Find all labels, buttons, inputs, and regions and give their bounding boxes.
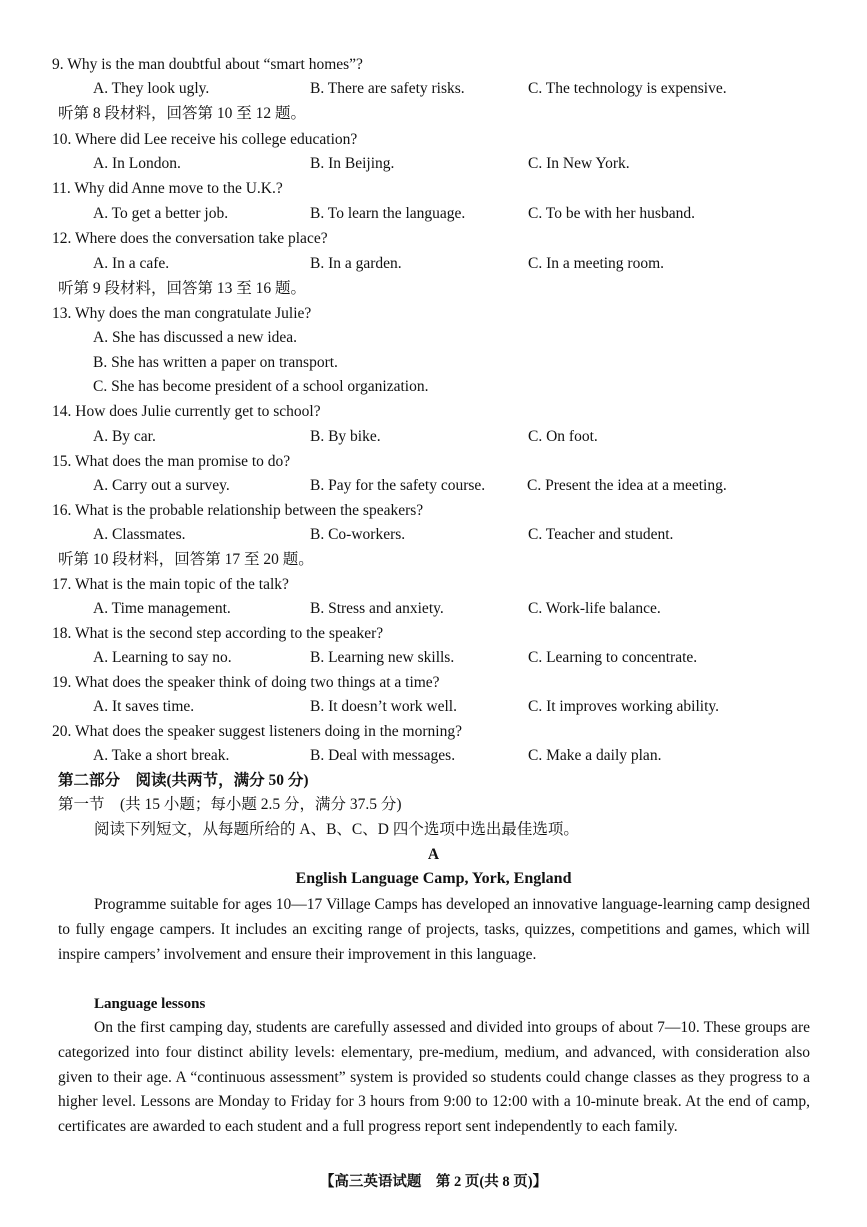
option-a: A. Time management. — [93, 600, 231, 617]
instruction-seg10 — [0, 548, 867, 572]
options-16 — [0, 523, 867, 547]
option-a: A. In a cafe. — [93, 255, 170, 272]
option-b: B. In Beijing. — [310, 155, 395, 172]
question-stem: 11. Why did Anne move to the U.K.? — [52, 180, 283, 197]
option-b: B. Deal with messages. — [310, 747, 456, 764]
lessons-subheading: Language lessons — [94, 996, 206, 1012]
question-stem: 19. What does the speaker think of doing two things at a time? — [52, 674, 440, 691]
option-a: A. Learning to say no. — [93, 649, 232, 666]
question-14 — [0, 400, 867, 424]
question-stem: 18. What is the second step according to the speaker? — [52, 625, 384, 642]
option-c: C. It improves working ability. — [528, 698, 720, 715]
passage-letter: A — [427, 846, 440, 863]
question-15 — [0, 450, 867, 474]
option-c: C. Teacher and student. — [528, 526, 674, 543]
options-13-b — [0, 351, 867, 375]
question-stem: 13. Why does the man congratulate Julie? — [52, 305, 312, 322]
option-b: B. There are safety risks. — [310, 80, 465, 97]
options-19 — [0, 695, 867, 719]
option-c: C. Learning to concentrate. — [528, 649, 698, 666]
intro-paragraph: Programme suitable for ages 10—17 Village Camps has developed an innovative language-learning camp designed to fully engage campers. It includes an exciting range of projects, tasks, quizzes, competitions and games, which will inspire campers’ involvement and ensure their improvement in this language. — [58, 896, 810, 963]
options-13-a — [0, 326, 867, 350]
question-13 — [0, 302, 867, 326]
option-b: B. It doesn’t work well. — [310, 698, 457, 715]
question-17 — [0, 573, 867, 597]
option-a: A. To get a better job. — [93, 205, 229, 222]
option-c: C. To be with her husband. — [528, 205, 695, 222]
option-b: B. Pay for the safety course. — [310, 477, 486, 494]
options-15 — [0, 474, 867, 498]
instruction-text: 听第 8 段材料，回答第 10 至 12 题。 — [58, 105, 307, 122]
question-12 — [0, 227, 867, 251]
option-a: A. It saves time. — [93, 698, 195, 715]
question-stem: 10. Where did Lee receive his college education? — [52, 131, 358, 148]
question-11 — [0, 177, 867, 201]
option-a: A. Take a short break. — [93, 747, 230, 764]
option-b: B. To learn the language. — [310, 205, 466, 222]
question-stem: 15. What does the man promise to do? — [52, 453, 291, 470]
options-14 — [0, 425, 867, 449]
question-9 — [0, 53, 867, 77]
option-a: A. By car. — [93, 428, 156, 445]
reading-directions: 阅读下列短文，从每题所给的 A、B、C、D 四个选项中选出最佳选项。 — [94, 821, 579, 838]
question-stem: 16. What is the probable relationship between the speakers? — [52, 502, 424, 519]
option-c: C. Present the idea at a meeting. — [527, 477, 727, 494]
section1-title: 第一节 (共 15 小题；每小题 2.5 分，满分 37.5 分) — [58, 796, 402, 813]
option-c: C. In a meeting room. — [528, 255, 665, 272]
instruction-seg8 — [0, 102, 867, 126]
options-18 — [0, 646, 867, 670]
option-c: C. Work-life balance. — [528, 600, 661, 617]
options-20 — [0, 744, 867, 768]
instruction-text: 听第 10 段材料，回答第 17 至 20 题。 — [58, 551, 314, 568]
question-20 — [0, 720, 867, 744]
options-10 — [0, 152, 867, 176]
option-a: A. They look ugly. — [93, 80, 210, 97]
options-9 — [0, 77, 867, 101]
option-c: C. She has become president of a school organization. — [93, 378, 429, 395]
section1-line — [0, 793, 867, 817]
question-16 — [0, 499, 867, 523]
part2-title: 第二部分 阅读(共两节，满分 50 分) — [58, 772, 309, 789]
instruction-seg9 — [0, 277, 867, 301]
options-13-c — [0, 375, 867, 399]
option-b: B. She has written a paper on transport. — [93, 354, 338, 371]
option-a: A. Carry out a survey. — [93, 477, 230, 494]
passage-lessons — [58, 1016, 810, 1140]
options-11 — [0, 202, 867, 226]
question-10 — [0, 128, 867, 152]
directions-line — [0, 818, 867, 842]
option-a: A. Classmates. — [93, 526, 186, 543]
option-a: A. She has discussed a new idea. — [93, 329, 298, 346]
question-stem: 12. Where does the conversation take place? — [52, 230, 328, 247]
option-b: B. By bike. — [310, 428, 381, 445]
option-c: C. Make a daily plan. — [528, 747, 662, 764]
instruction-text: 听第 9 段材料，回答第 13 至 16 题。 — [58, 280, 307, 297]
option-c: C. In New York. — [528, 155, 630, 172]
question-stem: 14. How does Julie currently get to school? — [52, 403, 321, 420]
option-a: A. In London. — [93, 155, 181, 172]
passage-title: English Language Camp, York, England — [295, 870, 572, 887]
question-stem: 20. What does the speaker suggest listeners doing in the morning? — [52, 723, 462, 740]
option-b: B. Stress and anxiety. — [310, 600, 444, 617]
option-b: B. In a garden. — [310, 255, 402, 272]
option-c: C. The technology is expensive. — [528, 80, 727, 97]
option-c: C. On foot. — [528, 428, 598, 445]
option-b: B. Co-workers. — [310, 526, 406, 543]
page-footer: 【高三英语试题 第 2 页(共 8 页)】 — [319, 1174, 548, 1190]
option-b: B. Learning new skills. — [310, 649, 455, 666]
passage-intro — [58, 893, 810, 967]
question-stem: 9. Why is the man doubtful about “smart homes”? — [52, 56, 363, 73]
question-stem: 17. What is the main topic of the talk? — [52, 576, 289, 593]
question-19 — [0, 671, 867, 695]
options-17 — [0, 597, 867, 621]
lessons-paragraph: On the first camping day, students are carefully assessed and divided into groups of about 7—10. These groups are categorized into four distinct ability levels: elementary, pre-medium, medium, and advanced, with consideration also given to their age. A “continuous assessment” system is provided so students could change classes as they progress to a higher level. Lessons are Monday to Friday for 3 hours from 9:00 to 12:00 with a 10-minute break. At the end of camp, certificates are awarded to each student and a full progress report sent independently to each family. — [58, 1019, 810, 1136]
part2-title-line — [0, 769, 867, 793]
options-12 — [0, 252, 867, 276]
question-18 — [0, 622, 867, 646]
